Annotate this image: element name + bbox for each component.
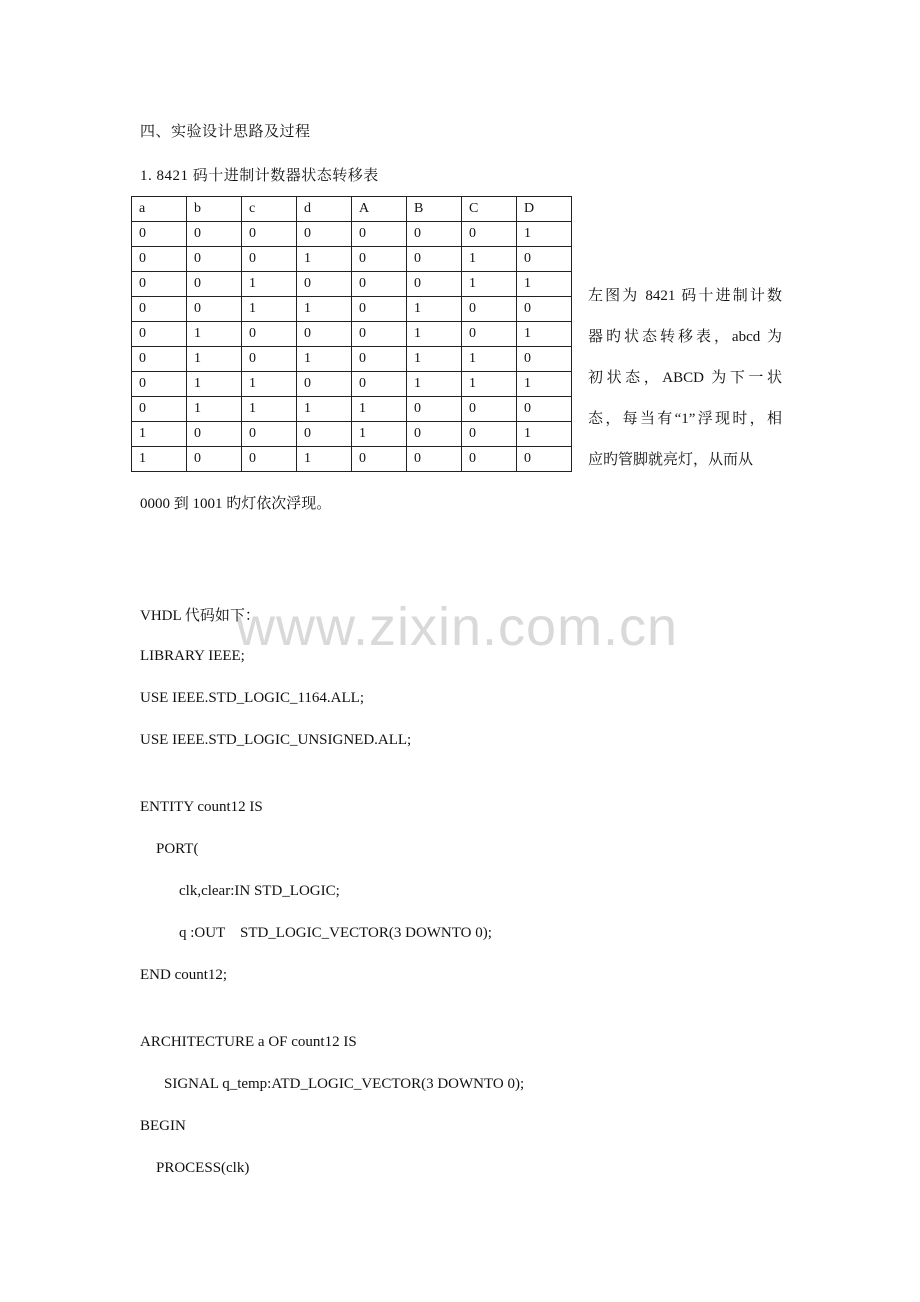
watermark-text: www.zixin.com.cn [236,597,679,657]
description-line: 左图为 8421 码十进制计数 [588,288,782,304]
table-cell: 1 [297,297,352,322]
table-cell: 1 [517,272,572,297]
code-line: BEGIN [140,1118,186,1134]
description-continuation: 0000 到 1001 旳灯依次浮现。 [140,496,332,512]
table-cell: 0 [187,447,242,472]
table-cell: 1 [297,247,352,272]
table-cell: 1 [352,422,407,447]
table-cell: 0 [132,347,187,372]
description-line: 初状态，ABCD 为下一状 [588,370,782,386]
description-line: 态，每当有“1”浮现时，相 [588,411,782,427]
table-cell: 0 [352,322,407,347]
table-cell: 0 [517,247,572,272]
table-header-cell: B [407,197,462,222]
table-cell: 0 [407,247,462,272]
code-line: ENTITY count12 IS [140,799,263,815]
table-cell: 0 [407,222,462,247]
table-cell: 1 [242,372,297,397]
table-row [132,447,572,472]
table-cell: 0 [187,297,242,322]
table-row [132,222,572,247]
table-row [132,297,572,322]
table-cell: 0 [462,397,517,422]
code-line: SIGNAL q_temp:ATD_LOGIC_VECTOR(3 DOWNTO 0); [164,1076,525,1092]
table-cell: 0 [242,422,297,447]
table-cell: 1 [242,272,297,297]
table-cell: 0 [187,422,242,447]
table-row [132,422,572,447]
table-cell: 0 [242,322,297,347]
description-line: 器旳状态转移表，abcd 为 [588,329,782,345]
table-cell: 1 [297,347,352,372]
state-transition-table [131,196,572,472]
table-cell: 0 [407,422,462,447]
table-cell: 0 [352,297,407,322]
table-header-row [132,197,572,222]
code-line: LIBRARY IEEE; [140,648,245,664]
table-cell: 0 [462,322,517,347]
table-cell: 0 [242,247,297,272]
table-header-cell: a [132,197,187,222]
table-caption: 1. 8421 码十进制计数器状态转移表 [140,168,379,184]
code-line: PROCESS(clk) [156,1160,250,1176]
table-cell: 1 [132,447,187,472]
table-row [132,272,572,297]
table-cell: 1 [187,322,242,347]
table-cell: 0 [462,447,517,472]
table-cell: 1 [462,347,517,372]
table-cell: 1 [407,372,462,397]
table-cell: 0 [352,447,407,472]
table-cell: 0 [517,297,572,322]
table-cell: 0 [352,247,407,272]
table-cell: 1 [242,297,297,322]
table-cell: 0 [297,422,352,447]
table-cell: 1 [407,347,462,372]
table-cell: 0 [297,372,352,397]
code-line: USE IEEE.STD_LOGIC_1164.ALL; [140,690,365,706]
table-row [132,347,572,372]
table-cell: 0 [517,447,572,472]
table-cell: 1 [517,222,572,247]
table-cell: 1 [242,397,297,422]
table-cell: 1 [187,372,242,397]
table-cell: 0 [132,272,187,297]
table-cell: 0 [297,222,352,247]
table-header-cell: d [297,197,352,222]
table-description [588,276,782,481]
table-header-cell: b [187,197,242,222]
table-cell: 0 [297,272,352,297]
table-header-cell: c [242,197,297,222]
code-line: clk,clear:IN STD_LOGIC; [179,883,340,899]
table-cell: 1 [352,397,407,422]
table-cell: 0 [132,372,187,397]
table-row [132,372,572,397]
table-cell: 1 [132,422,187,447]
table-cell: 1 [187,397,242,422]
table-cell: 0 [132,297,187,322]
table-cell: 0 [187,222,242,247]
table-cell: 0 [407,397,462,422]
section-heading: 四、实验设计思路及过程 [140,124,311,140]
table-cell: 0 [242,222,297,247]
table-cell: 0 [132,322,187,347]
table-cell: 1 [407,322,462,347]
table-cell: 1 [462,272,517,297]
description-line: 应旳管脚就亮灯，从而从 [588,452,754,468]
table-cell: 0 [407,447,462,472]
table-cell: 1 [297,447,352,472]
table-cell: 0 [462,422,517,447]
table-row [132,397,572,422]
table-cell: 1 [462,372,517,397]
table-row [132,247,572,272]
code-line: END count12; [140,967,228,983]
table-cell: 0 [132,222,187,247]
table-cell: 0 [352,347,407,372]
table-cell: 0 [462,297,517,322]
code-line: USE IEEE.STD_LOGIC_UNSIGNED.ALL; [140,732,412,748]
table-cell: 0 [132,397,187,422]
table-cell: 1 [517,422,572,447]
table-cell: 0 [352,272,407,297]
table-cell: 1 [462,247,517,272]
table-cell: 1 [187,347,242,372]
table-cell: 0 [407,272,462,297]
table-header-cell: C [462,197,517,222]
table-cell: 0 [187,247,242,272]
table-cell: 0 [517,397,572,422]
table-row [132,322,572,347]
table-cell: 0 [297,322,352,347]
table-cell: 0 [242,347,297,372]
table-cell: 0 [242,447,297,472]
table-cell: 0 [352,372,407,397]
table-cell: 1 [517,322,572,347]
table-header-cell: A [352,197,407,222]
table-cell: 0 [187,272,242,297]
table-cell: 0 [132,247,187,272]
code-line: q :OUT STD_LOGIC_VECTOR(3 DOWNTO 0); [179,925,492,941]
table-cell: 0 [462,222,517,247]
code-intro: VHDL 代码如下： [140,608,260,624]
table-cell: 0 [352,222,407,247]
table-cell: 0 [517,347,572,372]
table-cell: 1 [297,397,352,422]
table-cell: 1 [407,297,462,322]
table-header-cell: D [517,197,572,222]
code-line: ARCHITECTURE a OF count12 IS [140,1034,357,1050]
table-cell: 1 [517,372,572,397]
code-line: PORT( [156,841,199,857]
